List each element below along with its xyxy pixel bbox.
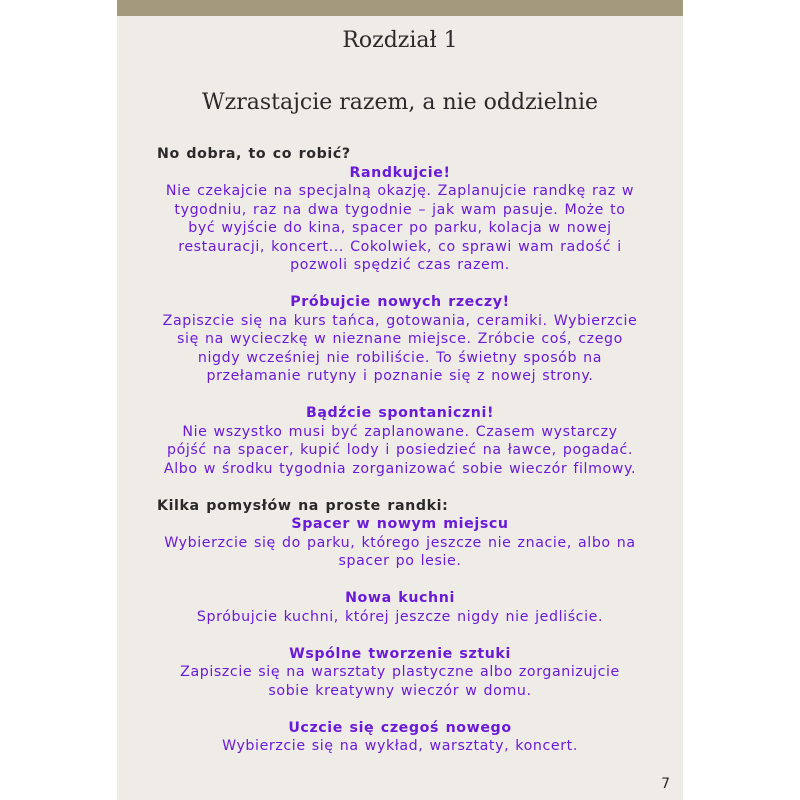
- idea-section: [117, 589, 683, 626]
- lead-ideas: Kilka pomysłów na proste randki:: [157, 497, 449, 514]
- text-line: nigdy wcześniej nie robiliście. To świetny sposób na: [197, 349, 603, 366]
- idea-heading: Nowa kuchni: [345, 590, 455, 606]
- tip-heading: Randkujcie!: [349, 164, 451, 181]
- tip-heading: Próbujcie nowych rzeczy!: [290, 294, 510, 310]
- text-line: restauracji, koncert... Cokolwiek, co sprawi wam radość i: [178, 238, 622, 255]
- tip-body: [135, 182, 665, 275]
- text-line: Wybierzcie się na wykład, warsztaty, koncert.: [222, 738, 578, 754]
- text-line: Albo w środku tygodnia zorganizować sobie wieczór filmowy.: [163, 460, 637, 477]
- text-line: Nie wszystko musi być zaplanowane. Czasem wystarczy: [182, 423, 618, 440]
- tip-body: [135, 423, 665, 479]
- idea-heading: Uczcie się czegoś nowego: [288, 719, 512, 736]
- text-line: przełamanie rutyny i poznanie się z nowej strony.: [206, 368, 594, 384]
- idea-body: [135, 534, 665, 571]
- text-line: pozwoli spędzić czas razem.: [290, 257, 510, 273]
- text-line: się na wycieczkę w nieznane miejsce. Zróbcie coś, czego: [177, 331, 623, 347]
- idea-body: [135, 608, 665, 627]
- tip-section: [117, 164, 683, 275]
- text-line: Wybierzcie się do parku, którego jeszcze nie znacie, albo na: [164, 534, 636, 551]
- text-line: Zapiszcie się na kurs tańca, gotowania, ceramiki. Wybierzcie: [162, 312, 638, 329]
- content: [117, 145, 683, 756]
- text-line: Zapiszcie się na warsztaty plastyczne albo zorganizujcie: [180, 664, 620, 680]
- text-line: być wyjście do kina, spacer po parku, kolacja w nowej: [188, 220, 612, 236]
- text-line: pójść na spacer, kupić lody i posiedzieć na ławce, pogadać.: [166, 442, 634, 458]
- page-number: 7: [661, 776, 670, 792]
- text-line: tygodniu, raz na dwa tygodnie – jak wam pasuje. Może to: [174, 201, 626, 218]
- idea-heading: Wspólne tworzenie sztuki: [289, 645, 511, 662]
- tip-section: [117, 293, 683, 386]
- idea-section: [117, 719, 683, 756]
- lead-question: No dobra, to co robić?: [157, 146, 351, 162]
- text-line: Spróbujcie kuchni, której jeszcze nigdy nie jedliście.: [196, 608, 604, 625]
- tip-body: [135, 312, 665, 386]
- idea-heading: Spacer w nowym miejscu: [291, 516, 509, 532]
- idea-section: [117, 515, 683, 571]
- idea-body: [135, 663, 665, 700]
- text-line: Nie czekajcie na specjalną okazję. Zaplanujcie randkę raz w: [165, 183, 635, 199]
- text-line: spacer po lesie.: [338, 553, 462, 569]
- idea-section: [117, 645, 683, 701]
- tip-section: [117, 404, 683, 478]
- tip-heading: Bądźcie spontaniczni!: [305, 405, 495, 421]
- idea-body: [135, 737, 665, 756]
- page: [117, 0, 683, 800]
- page-subtitle: Wzrastajcie razem, a nie oddzielnie: [201, 90, 598, 115]
- text-line: sobie kreatywny wieczór w domu.: [268, 682, 532, 699]
- chapter-title: Rozdział 1: [342, 28, 458, 53]
- top-bar: [117, 0, 683, 16]
